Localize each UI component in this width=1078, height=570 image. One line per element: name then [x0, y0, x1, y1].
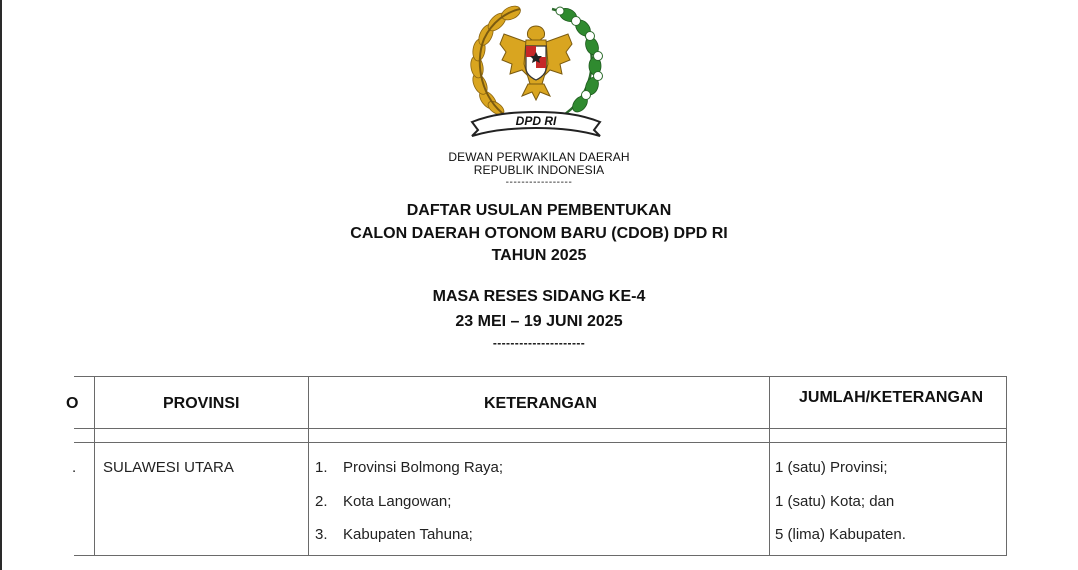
jumlah-item: 1 (satu) Provinsi; [775, 459, 888, 476]
keterangan-item-number: 1. [315, 459, 328, 476]
document-title-line2: CALON DAERAH OTONOM BARU (CDOB) DPD RI [350, 225, 728, 242]
page-left-edge [0, 0, 2, 570]
table-bottom-border [74, 555, 1007, 556]
keterangan-item [315, 493, 451, 510]
keterangan-item [315, 459, 503, 476]
keterangan-item-text: Provinsi Bolmong Raya; [343, 459, 504, 476]
document-title-line1: DAFTAR USULAN PEMBENTUKAN [406, 202, 672, 219]
dpd-ri-emblem-icon [462, 4, 610, 144]
header-keterangan: KETERANGAN [484, 395, 597, 412]
table-spacer-bottom-border [74, 442, 1007, 443]
session-dates: 23 MEI – 19 JUNI 2025 [455, 313, 623, 330]
header-provinsi: PROVINSI [163, 395, 240, 412]
table-col-divider-3 [769, 376, 770, 556]
header-jumlah-keterangan: JUMLAH/KETERANGAN [799, 389, 983, 406]
emblem-banner-text: DPD RI [515, 114, 557, 128]
row-provinsi: SULAWESI UTARA [103, 459, 234, 476]
table-col-divider-1 [94, 376, 95, 556]
document-title-year: TAHUN 2025 [491, 247, 587, 264]
keterangan-item [315, 526, 473, 543]
garuda-figure [500, 26, 572, 100]
keterangan-item-text: Kota Langowan; [343, 493, 452, 510]
keterangan-item-number: 2. [315, 493, 328, 510]
table-right-border [1006, 376, 1007, 556]
table-header-bottom-border [74, 428, 1007, 429]
org-name-line1: DEWAN PERWAKILAN DAERAH [448, 150, 630, 164]
keterangan-item-text: Kabupaten Tahuna; [343, 526, 473, 543]
table-top-border [74, 376, 1007, 377]
header-no: O [66, 395, 79, 412]
table-col-divider-2 [308, 376, 309, 556]
jumlah-item: 1 (satu) Kota; dan [775, 493, 895, 510]
row-no: . [72, 459, 77, 476]
keterangan-item-number: 3. [315, 526, 328, 543]
org-name-line2: REPUBLIK INDONESIA [473, 163, 605, 177]
title-separator: --------------------- [492, 336, 586, 350]
jumlah-item: 5 (lima) Kabupaten. [775, 526, 906, 543]
session-title: MASA RESES SIDANG KE-4 [432, 288, 646, 305]
org-separator: ----------------- [505, 177, 573, 188]
